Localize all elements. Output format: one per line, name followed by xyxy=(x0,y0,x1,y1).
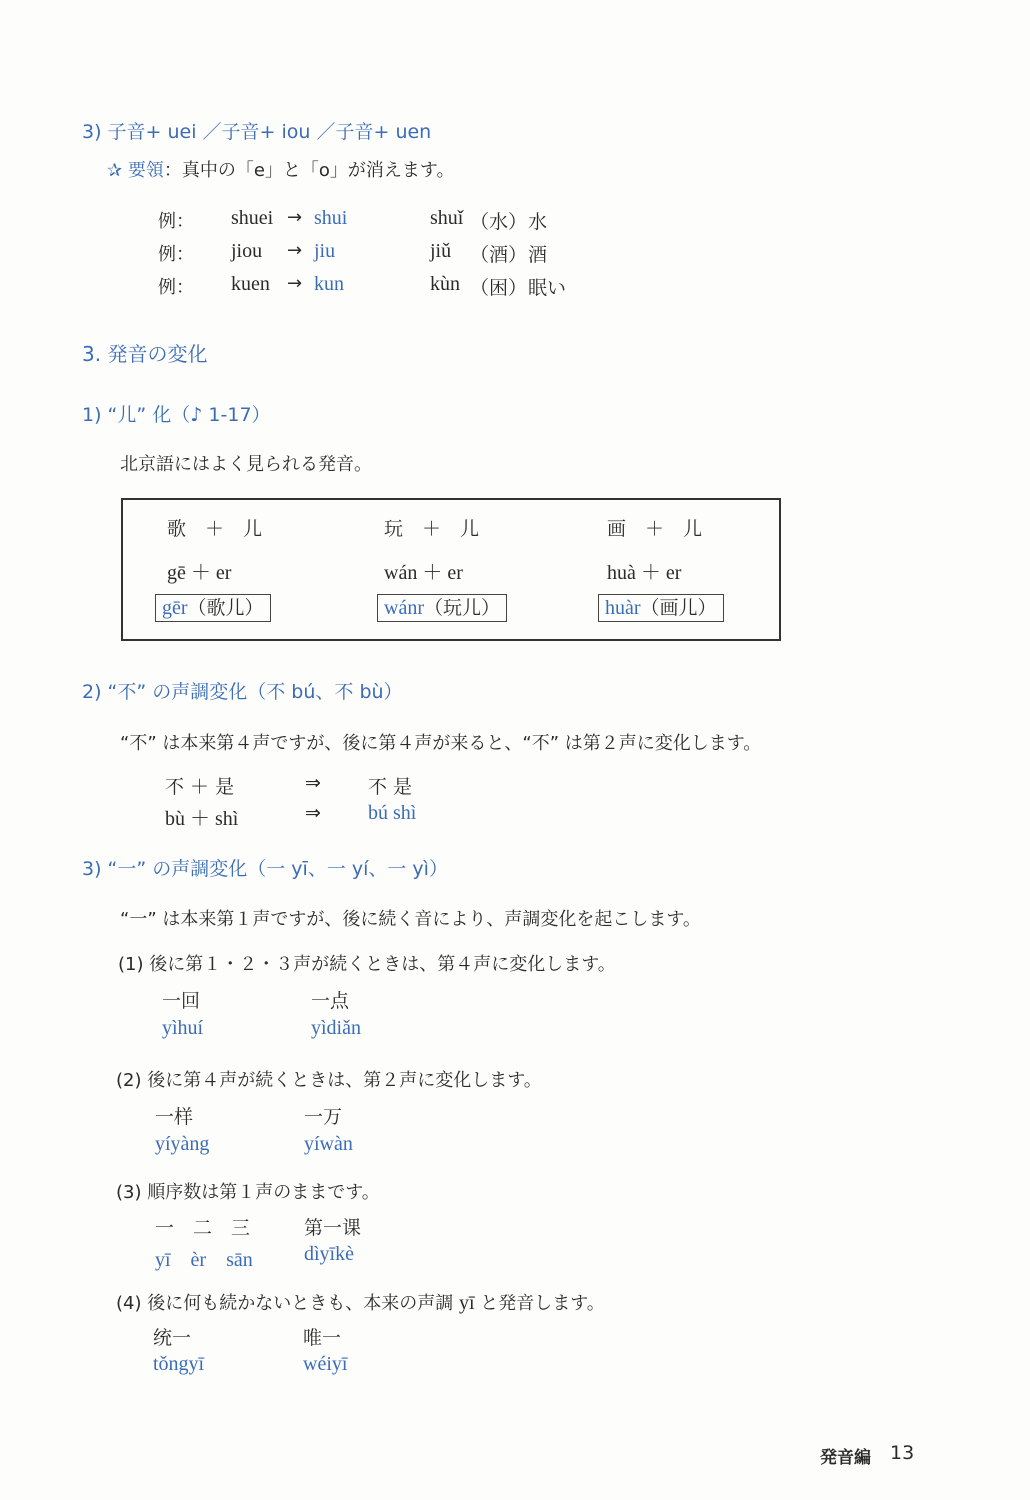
subsection-heading-yi: 3) “一” の声調変化（一 yī、一 yí、一 yì） xyxy=(82,858,448,880)
example-label: 例： xyxy=(158,244,194,265)
yi-case-title-b: と発音します。 xyxy=(474,1293,605,1314)
example-label: 例： xyxy=(158,211,194,232)
example-meaning: 水 xyxy=(528,211,548,233)
yi-case-title: (1) 後に第１・２・３声が続くときは、第４声に変化します。 xyxy=(118,954,616,975)
example-meaning: 眠い xyxy=(528,277,567,299)
yi-pinyin: tǒngyī xyxy=(153,1353,205,1375)
erhua-result-hanzi: （画儿） xyxy=(640,597,717,619)
tip-text: ：真中の「e」と「o」が消えます。 xyxy=(163,160,455,181)
section-heading-pronunciation-change: 3. 発音の変化 xyxy=(82,342,208,366)
example-to: kun xyxy=(314,273,344,295)
yi-word: 第一课 xyxy=(304,1217,362,1239)
implies-arrow-icon: ⇒ xyxy=(305,802,321,824)
tip-line xyxy=(107,156,454,182)
yi-word: 统一 xyxy=(153,1327,192,1349)
yi-word: 一 二 三 xyxy=(155,1217,251,1239)
yi-pinyin: yíwàn xyxy=(304,1133,353,1155)
yi-case-title-pinyin: yī xyxy=(458,1292,475,1314)
example-to: jiu xyxy=(314,240,336,262)
erhua-result-hanzi: （玩儿） xyxy=(423,597,500,619)
yi-word: 一万 xyxy=(304,1106,343,1128)
yi-word: 一点 xyxy=(311,990,350,1012)
erhua-result xyxy=(598,594,724,622)
subsection-heading-erhua: 1) “儿” 化（♪ 1-17） xyxy=(82,404,271,426)
example-from: shuei xyxy=(231,207,274,229)
erhua-hanzi: 歌 ＋ 儿 xyxy=(167,518,263,540)
right-arrow-icon: → xyxy=(287,273,303,294)
yi-word: 唯一 xyxy=(303,1327,342,1349)
erhua-result xyxy=(155,594,271,622)
erhua-hanzi: 玩 ＋ 儿 xyxy=(384,518,480,540)
right-arrow-icon: → xyxy=(287,240,303,261)
bu-hanzi-right: 不 是 xyxy=(368,776,413,798)
bu-pinyin-right-text: bú shì xyxy=(368,802,417,824)
example-meaning: 酒 xyxy=(528,244,548,266)
yi-pinyin: yìhuí xyxy=(162,1017,204,1039)
subsection-heading-bu: 2) “不” の声調変化（不 bú、不 bù） xyxy=(82,681,403,703)
footer-section-name: 発音編 xyxy=(820,1448,871,1468)
example-from: jiou xyxy=(231,240,263,262)
yi-word: 一样 xyxy=(155,1106,194,1128)
yi-pinyin: dìyīkè xyxy=(304,1243,354,1265)
yi-pinyin: yíyàng xyxy=(155,1133,210,1155)
implies-arrow-icon: ⇒ xyxy=(305,772,321,794)
yi-case-title: (3) 順序数は第１声のままです。 xyxy=(116,1182,380,1203)
example-label: 例： xyxy=(158,277,194,298)
tip-label: 要領 xyxy=(127,160,164,181)
yi-pinyin: wéiyī xyxy=(303,1353,348,1375)
erhua-pinyin: huà ＋ er xyxy=(607,562,682,584)
erhua-result xyxy=(377,594,507,622)
erhua-result-pinyin: huàr xyxy=(605,597,641,619)
right-arrow-icon: → xyxy=(287,207,303,228)
erhua-example-box xyxy=(121,498,781,641)
bu-hanzi-left: 不 ＋ 是 xyxy=(165,776,235,798)
erhua-result-pinyin: wánr xyxy=(384,597,424,619)
example-hanzi: （困） xyxy=(470,277,528,299)
erhua-pinyin: gē ＋ er xyxy=(167,562,232,584)
yi-case-title-a: (4) 後に何も続かないときも、本来の声調 xyxy=(116,1293,459,1314)
yi-case-title: (2) 後に第４声が続くときは、第２声に変化します。 xyxy=(116,1070,542,1091)
erhua-result-hanzi: （歌儿） xyxy=(187,597,264,619)
example-pinyin: kùn xyxy=(430,273,460,295)
example-hanzi: （水） xyxy=(470,211,528,233)
example-from: kuen xyxy=(231,273,270,295)
page-number: 13 xyxy=(890,1442,915,1464)
erhua-hanzi: 画 ＋ 儿 xyxy=(607,518,703,540)
section-heading-consonant-combos: 3) 子音+ uei ／子音+ iou ／子音+ uen xyxy=(82,121,432,143)
example-hanzi: （酒） xyxy=(470,244,528,266)
bu-description: “不” は本来第４声ですが、後に第４声が来ると、“不” は第２声に変化します。 xyxy=(120,733,762,754)
example-pinyin: jiǔ xyxy=(430,240,452,262)
example-to: shui xyxy=(314,207,348,229)
yi-pinyin: yìdiǎn xyxy=(311,1017,361,1039)
star-icon: ✰ xyxy=(107,160,123,181)
bu-pinyin-right xyxy=(368,802,416,825)
erhua-pinyin: wán ＋ er xyxy=(384,562,463,584)
erhua-result-pinyin: gēr xyxy=(162,597,188,619)
erhua-description: 北京語にはよく見られる発音。 xyxy=(120,454,372,475)
yi-description: “一” は本来第１声ですが、後に続く音により、声調変化を起こします。 xyxy=(120,909,701,930)
yi-word: 一回 xyxy=(162,990,201,1012)
bu-pinyin-left: bù ＋ shì xyxy=(165,808,239,830)
yi-case-title xyxy=(116,1289,605,1315)
yi-pinyin: yī èr sān xyxy=(155,1249,253,1271)
example-pinyin: shuǐ xyxy=(430,207,464,229)
